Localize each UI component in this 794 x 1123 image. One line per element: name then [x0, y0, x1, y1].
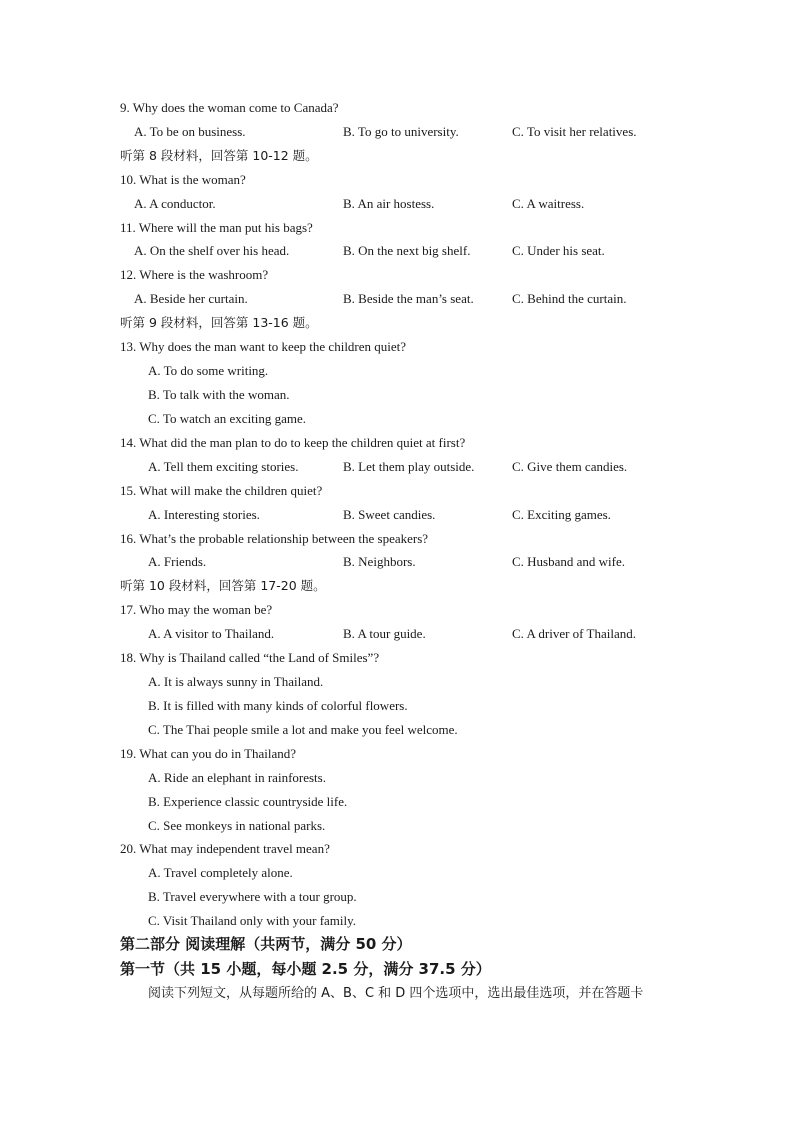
option-b: B. Let them play outside. — [343, 459, 475, 474]
option-a: A. Ride an elephant in rainforests. — [148, 770, 326, 785]
option-b: B. Beside the man’s seat. — [343, 291, 474, 306]
option-b: B. A tour guide. — [343, 626, 426, 641]
question-stem: 16. What’s the probable relationship between the speakers? — [120, 531, 429, 546]
option-b: B. Experience classic countryside life. — [148, 794, 348, 809]
option-a: A. Tell them exciting stories. — [148, 459, 299, 474]
section-instruction: 听第 10 段材料，回答第 17-20 题。 — [120, 578, 326, 593]
question-stem: 12. Where is the washroom? — [120, 267, 269, 282]
option-c: C. Behind the curtain. — [512, 291, 627, 306]
option-c: C. Under his seat. — [512, 243, 605, 258]
question-stem: 10. What is the woman? — [120, 172, 246, 187]
option-c: C. To visit her relatives. — [512, 124, 637, 139]
option-a: A. To be on business. — [134, 124, 246, 139]
question-stem: 14. What did the man plan to do to keep the children quiet at first? — [120, 435, 466, 450]
question-stem: 13. Why does the man want to keep the children quiet? — [120, 339, 407, 354]
question-stem: 19. What can you do in Thailand? — [120, 746, 297, 761]
option-a: A. Interesting stories. — [148, 507, 260, 522]
part-title: 第二部分 阅读理解（共两节，满分 50 分） — [120, 935, 412, 953]
reading-instruction: 阅读下列短文，从每题所给的 A、B、C 和 D 四个选项中，选出最佳选项，并在答题卡 — [148, 986, 644, 1001]
question-stem: 11. Where will the man put his bags? — [120, 220, 313, 235]
option-c: C. The Thai people smile a lot and make you feel welcome. — [148, 722, 458, 737]
option-c: C. To watch an exciting game. — [148, 411, 307, 426]
option-a: A. Beside her curtain. — [134, 291, 248, 306]
option-b: B. Sweet candies. — [343, 507, 436, 522]
option-a: A. It is always sunny in Thailand. — [148, 674, 324, 689]
option-b: B. On the next big shelf. — [343, 243, 471, 258]
option-b: B. It is filled with many kinds of colorful flowers. — [148, 698, 408, 713]
option-a: A. A conductor. — [134, 196, 216, 211]
option-c: C. Give them candies. — [512, 459, 628, 474]
option-b: B. An air hostess. — [343, 196, 435, 211]
question-stem: 17. Who may the woman be? — [120, 602, 273, 617]
option-c: C. A waitress. — [512, 196, 585, 211]
option-b: B. To talk with the woman. — [148, 387, 290, 402]
option-a: A. Friends. — [148, 554, 207, 569]
option-c: C. See monkeys in national parks. — [148, 818, 326, 833]
option-c: C. Husband and wife. — [512, 554, 626, 569]
option-a: A. A visitor to Thailand. — [148, 626, 275, 641]
section-instruction: 听第 8 段材料，回答第 10-12 题。 — [120, 148, 318, 163]
option-a: A. Travel completely alone. — [148, 865, 293, 880]
section-title: 第一节（共 15 小题，每小题 2.5 分，满分 37.5 分） — [120, 960, 491, 978]
question-stem: 9. Why does the woman come to Canada? — [120, 100, 339, 115]
option-b: B. Neighbors. — [343, 554, 416, 569]
option-b: B. To go to university. — [343, 124, 459, 139]
option-c: C. A driver of Thailand. — [512, 626, 636, 641]
question-stem: 18. Why is Thailand called “the Land of Smiles”? — [120, 650, 380, 665]
section-instruction: 听第 9 段材料，回答第 13-16 题。 — [120, 315, 318, 330]
option-b: B. Travel everywhere with a tour group. — [148, 889, 357, 904]
option-a: A. On the shelf over his head. — [134, 243, 290, 258]
question-stem: 20. What may independent travel mean? — [120, 841, 330, 856]
question-stem: 15. What will make the children quiet? — [120, 483, 323, 498]
option-a: A. To do some writing. — [148, 363, 269, 378]
option-c: C. Exciting games. — [512, 507, 611, 522]
option-c: C. Visit Thailand only with your family. — [148, 913, 357, 928]
